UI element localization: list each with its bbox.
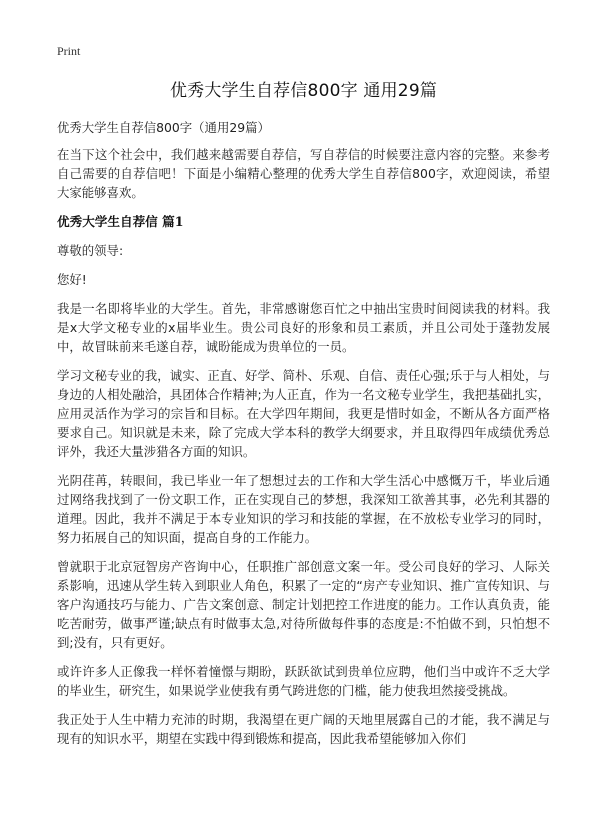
body-paragraph-1: 我是一名即将毕业的大学生。首先，非常感谢您百忙之中抽出宝贵时间阅读我的材料。我是x大学文秘专业的x届毕业生。贵公司良好的形象和员工素质，并且公司处于蓬勃发展中，故冒昧前来毛遂自荐，诚盼能成为贵单位的一员。 (57, 301, 550, 354)
salutation: 尊敬的领导: (57, 243, 124, 258)
document-title: 优秀大学生自荐信800字 通用29篇 (169, 81, 438, 101)
document-subtitle: 优秀大学生自荐信800字（通用29篇） (57, 120, 270, 135)
print-label: Print (57, 44, 81, 58)
body-paragraph-4: 曾就职于北京冠智房产咨询中心，任职推广部创意文案一年。受公司良好的学习、人际关系影响，迅速从学生转入到职业人角色，积累了一定的“房产专业知识、推广宣传知识、与客户沟通技巧与能力、广告文案创意、制定计划把控工作进度的能力。工作认真负责，能吃苦耐劳，做事严谨;缺点有时做事太急,对待所做每件事的态度是:不怕做不到，只怕想不到;没有，只有更好。 (57, 559, 550, 650)
section-heading: 优秀大学生自荐信 篇1 (57, 214, 184, 229)
body-paragraph-2: 学习文秘专业的我，诚实、正直、好学、简朴、乐观、自信、责任心强;乐于与人相处，与身边的人相处融洽，具团体合作精神;为人正直，作为一名文秘专业学生，我把基础扎实，应用灵活作为学习的宗旨和目标。在大学四年期间，我更是惜时如金，不断从各方面严格要求自己。知识就是未来，除了完成大学本科的教学大纲要求，并且取得四年成绩优秀总评外，我还大量涉猎各方面的知识。 (57, 368, 550, 459)
body-paragraph-5: 或许许多人正像我一样怀着憧憬与期盼，跃跃欲试到贵单位应聘，他们当中或许不乏大学的毕业生，研究生，如果说学业使我有勇气跨进您的门槛，能力使我坦然接受挑战。 (57, 664, 550, 698)
body-paragraph-3: 光阴荏苒，转眼间，我已毕业一年了想想过去的工作和大学生活心中感慨万千，毕业后通过网络我找到了一份文职工作，正在实现自己的梦想，我深知工欲善其事，必先利其器的道理。因此，我并不满足于本专业知识的学习和技能的掌握，在不放松专业学习的同时，努力拓展自己的知识面，提高自身的工作能力。 (57, 473, 550, 545)
greeting: 您好! (57, 272, 87, 287)
body-paragraph-6: 我正处于人生中精力充沛的时期，我渴望在更广阔的天地里展露自己的才能，我不满足与现有的知识水平，期望在实践中得到锻炼和提高，因此我希望能够加入你们 (57, 712, 550, 746)
intro-paragraph: 在当下这个社会中，我们越来越需要自荐信，写自荐信的时候要注意内容的完整。来参考自己需要的自荐信吧！下面是小编精心整理的优秀大学生自荐信800字，欢迎阅读，希望大家能够喜欢。 (57, 147, 550, 200)
